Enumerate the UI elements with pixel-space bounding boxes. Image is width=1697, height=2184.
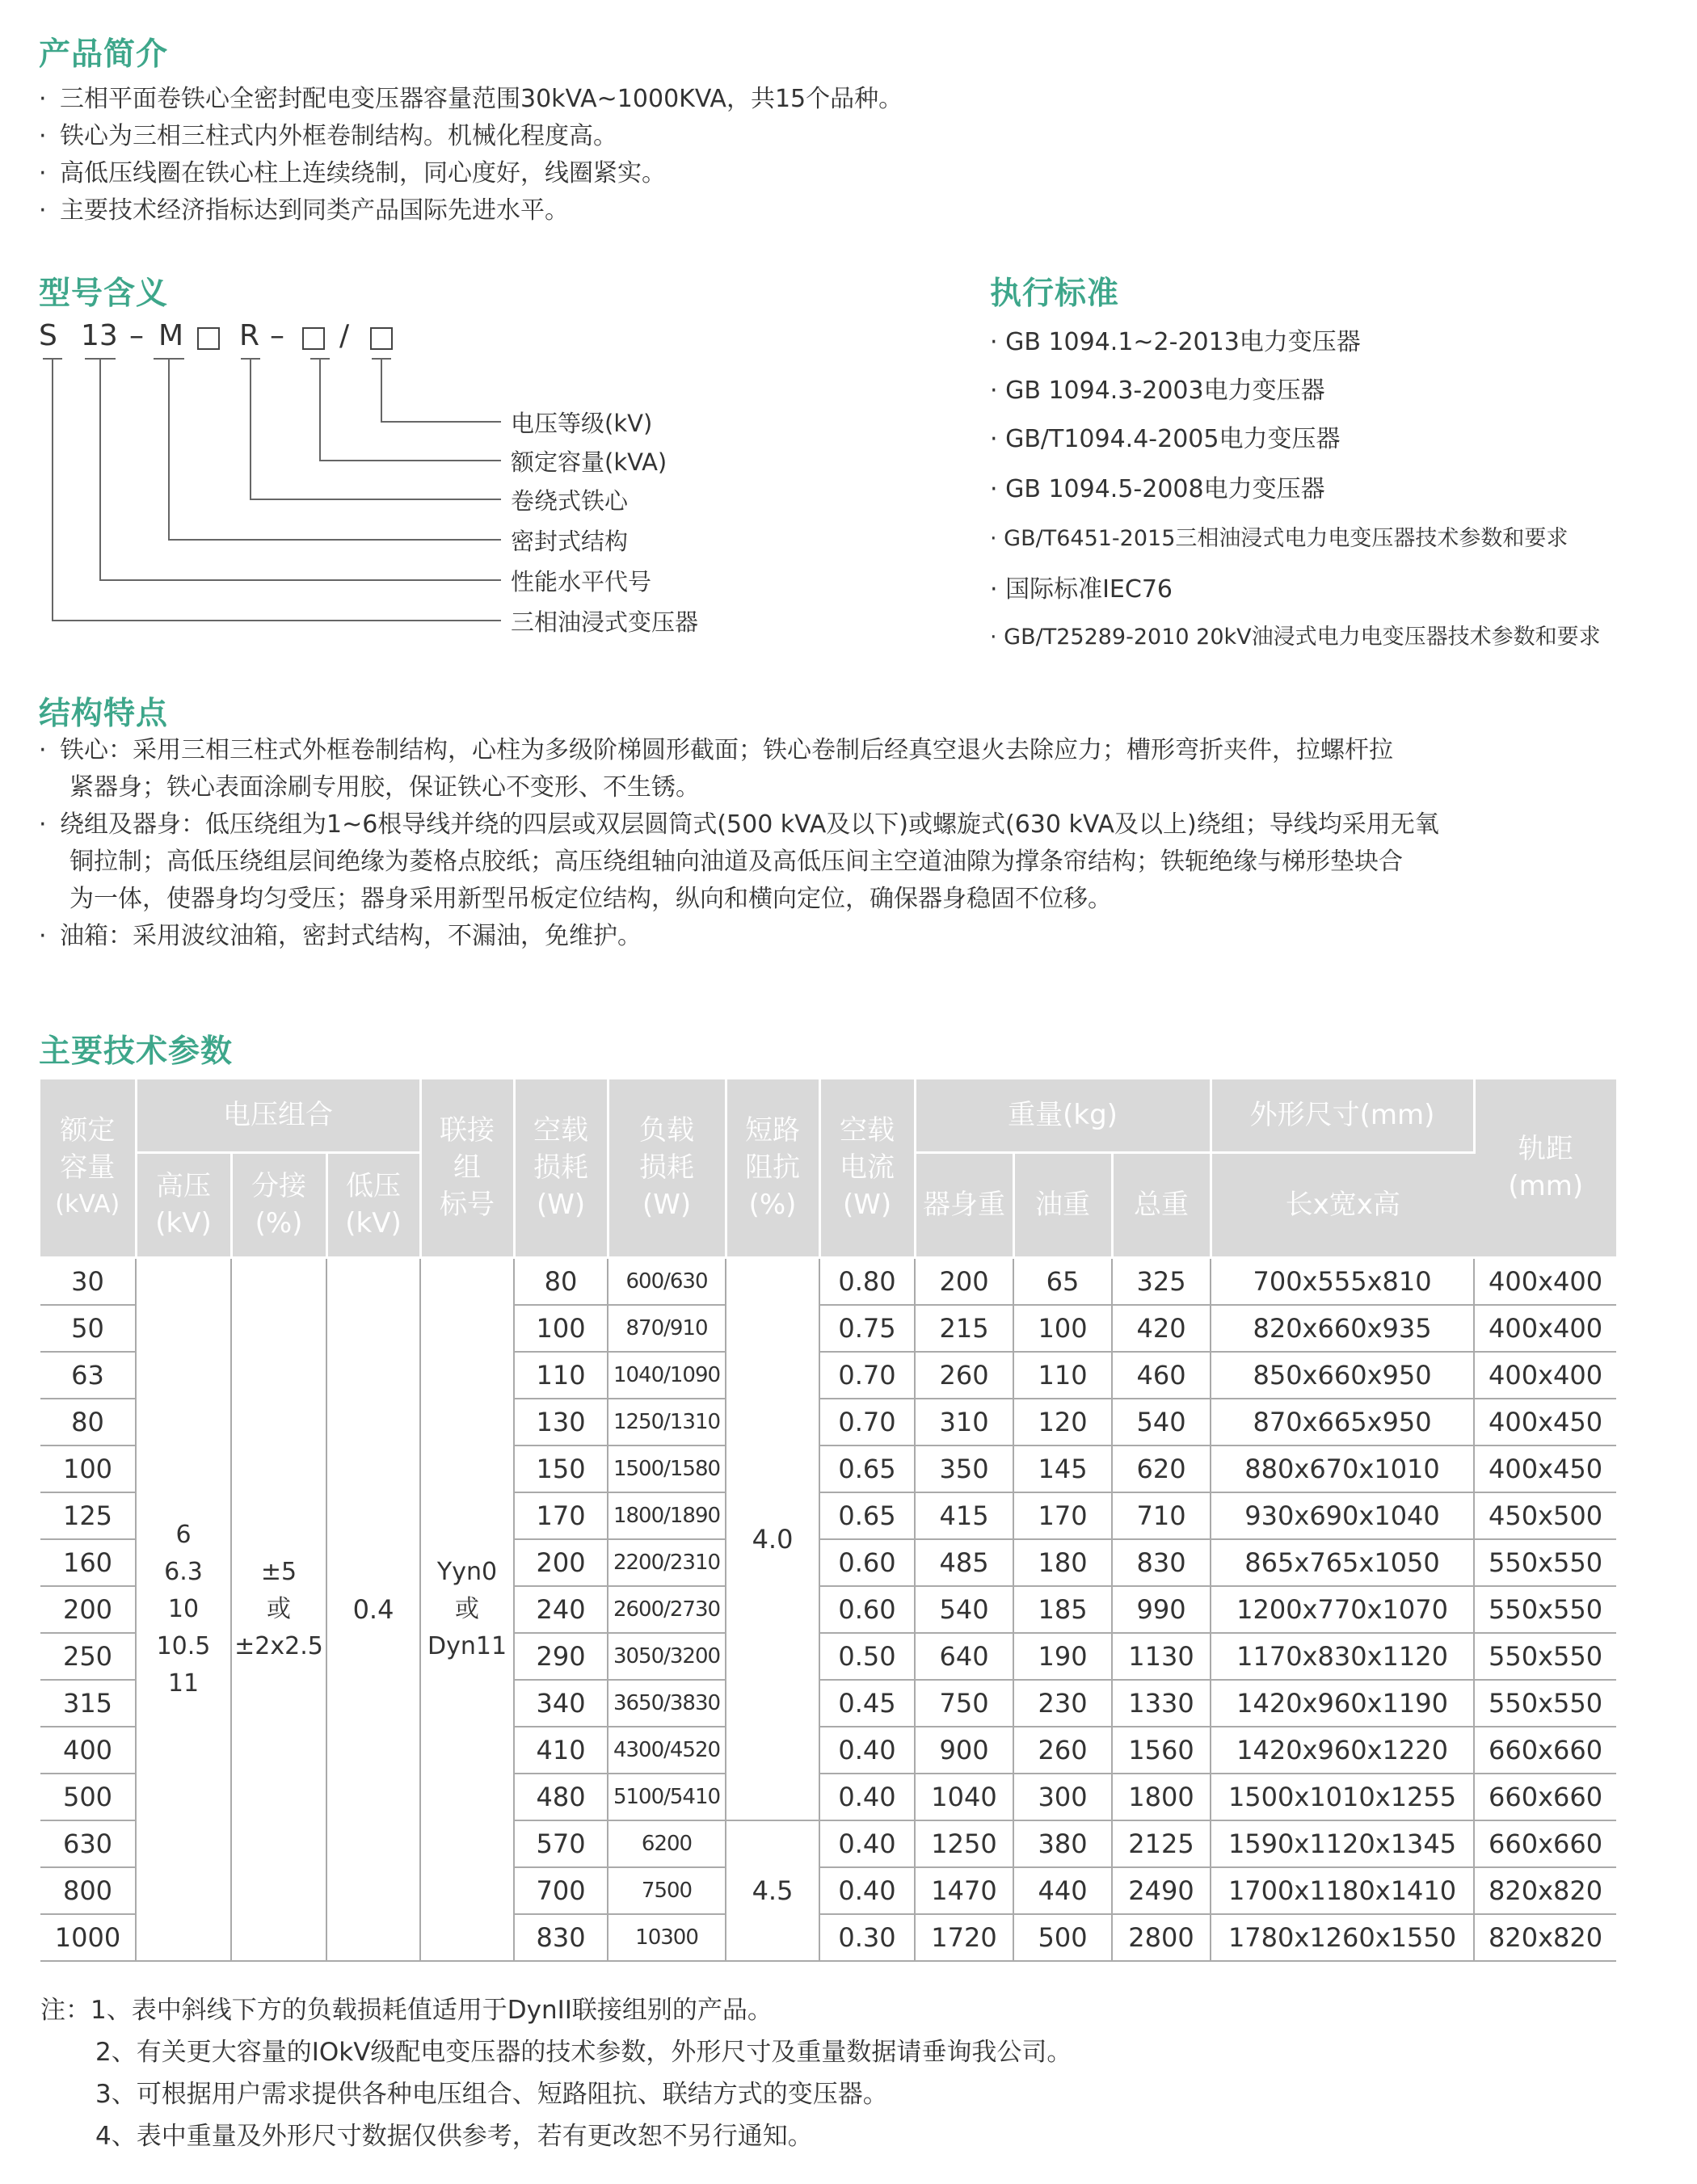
cell-no-load-current: 0.30 — [819, 1914, 915, 1961]
standard-item: · GB 1094.3-2003电力变压器 — [990, 377, 1325, 405]
model-code-dash: – — [129, 319, 144, 352]
cell-no-load-loss: 570 — [514, 1820, 608, 1867]
cell-dimensions: 1500x1010x1255 — [1211, 1774, 1474, 1820]
cell-dimensions: 700x555x810 — [1211, 1257, 1474, 1305]
cell-capacity: 630 — [40, 1820, 136, 1867]
standard-item: · GB 1094.5-2008电力变压器 — [990, 475, 1325, 503]
cell-gauge: 400x450 — [1474, 1399, 1616, 1445]
cell-impedance: 4.5 — [726, 1820, 819, 1961]
cell-capacity: 160 — [40, 1539, 136, 1586]
cell-oil-weight: 170 — [1013, 1492, 1112, 1539]
cell-gauge: 400x450 — [1474, 1445, 1616, 1492]
cell-capacity: 63 — [40, 1352, 136, 1399]
model-code-13: 13 — [81, 319, 118, 352]
cell-gauge: 660x660 — [1474, 1727, 1616, 1774]
model-code-s: S — [39, 319, 57, 352]
cell-oil-weight: 180 — [1013, 1539, 1112, 1586]
cell-no-load-loss: 340 — [514, 1680, 608, 1727]
notes-prefix: 注： — [40, 1996, 91, 2025]
cell-body-weight: 1720 — [915, 1914, 1013, 1961]
cell-capacity: 30 — [40, 1257, 136, 1305]
cell-capacity: 200 — [40, 1586, 136, 1633]
cell-no-load-loss: 130 — [514, 1399, 608, 1445]
cell-total-weight: 830 — [1112, 1539, 1211, 1586]
cell-load-loss: 1250/1310 — [608, 1399, 726, 1445]
cell-no-load-loss: 100 — [514, 1305, 608, 1352]
cell-capacity: 800 — [40, 1867, 136, 1914]
cell-no-load-current: 0.60 — [819, 1586, 915, 1633]
cell-load-loss: 2600/2730 — [608, 1586, 726, 1633]
cell-no-load-current: 0.80 — [819, 1257, 915, 1305]
cell-dimensions: 1780x1260x1550 — [1211, 1914, 1474, 1961]
th-weight: 重量(kg) — [915, 1079, 1211, 1152]
cell-oil-weight: 190 — [1013, 1633, 1112, 1680]
note-item: 3、可根据用户需求提供各种电压组合、短路阻抗、联结方式的变压器。 — [95, 2080, 888, 2109]
th-voltage-group: 电压组合 — [136, 1079, 420, 1152]
cell-no-load-current: 0.70 — [819, 1352, 915, 1399]
cell-gauge: 550x550 — [1474, 1586, 1616, 1633]
cell-dimensions: 870x665x950 — [1211, 1399, 1474, 1445]
cell-capacity: 100 — [40, 1445, 136, 1492]
th-hv: 高压 (kV) — [136, 1152, 231, 1257]
params-table-body — [40, 1257, 1616, 1961]
cell-no-load-current: 0.65 — [819, 1445, 915, 1492]
cell-gauge: 400x400 — [1474, 1352, 1616, 1399]
cell-oil-weight: 300 — [1013, 1774, 1112, 1820]
cell-dimensions: 880x670x1010 — [1211, 1445, 1474, 1492]
cell-no-load-current: 0.40 — [819, 1820, 915, 1867]
cell-capacity: 500 — [40, 1774, 136, 1820]
structure-paragraph-tank: · 油箱：采用波纹油箱，密封式结构，不漏油，免维护。 — [39, 922, 642, 950]
cell-load-loss: 870/910 — [608, 1305, 726, 1352]
cell-no-load-current: 0.65 — [819, 1492, 915, 1539]
th-dimensions: 外形尺寸(mm) — [1211, 1079, 1474, 1152]
cell-body-weight: 350 — [915, 1445, 1013, 1492]
cell-oil-weight: 500 — [1013, 1914, 1112, 1961]
th-no-load-current: 空载 电流 (W) — [819, 1079, 915, 1257]
cell-dimensions: 850x660x950 — [1211, 1352, 1474, 1399]
model-label-capacity: 额定容量(kVA) — [511, 448, 667, 476]
intro-title: 产品简介 — [39, 36, 169, 73]
note-item: 2、有关更大容量的IOkV级配电变压器的技术参数，外形尺寸及重量数据请垂询我公司。 — [95, 2038, 1072, 2067]
model-label-sealed: 密封式结构 — [511, 528, 629, 555]
intro-bullet: · 三相平面卷铁心全密封配电变压器容量范围30kVA~1000KVA，共15个品种。 — [39, 85, 903, 113]
model-code-dash-2: – — [270, 319, 284, 352]
cell-total-weight: 1800 — [1112, 1774, 1211, 1820]
structure-paragraph-core: · 铁心：采用三相三柱式外框卷制结构，心柱为多级阶梯圆形截面；铁心卷制后经真空退火去除应力；槽形弯折夹件，拉螺杆拉 紧器身；铁心表面涂刷专用胶，保证铁心不变形、不生锈。 — [39, 736, 1393, 802]
cell-lv: 0.4 — [326, 1257, 420, 1961]
cell-load-loss: 1500/1580 — [608, 1445, 726, 1492]
standard-item: · GB/T1094.4-2005电力变压器 — [990, 425, 1341, 453]
cell-total-weight: 460 — [1112, 1352, 1211, 1399]
cell-oil-weight: 380 — [1013, 1820, 1112, 1867]
cell-capacity: 1000 — [40, 1914, 136, 1961]
cell-oil-weight: 260 — [1013, 1727, 1112, 1774]
cell-no-load-loss: 80 — [514, 1257, 608, 1305]
cell-capacity: 50 — [40, 1305, 136, 1352]
model-connector-lines — [0, 0, 776, 646]
cell-body-weight: 310 — [915, 1399, 1013, 1445]
standard-item: · 国际标准IEC76 — [990, 575, 1173, 604]
th-connection: 联接 组 标号 — [420, 1079, 514, 1257]
cell-body-weight: 1040 — [915, 1774, 1013, 1820]
th-total-weight: 总重 — [1112, 1152, 1211, 1257]
cell-dimensions: 865x765x1050 — [1211, 1539, 1474, 1586]
intro-bullet: · 主要技术经济指标达到同类产品国际先进水平。 — [39, 196, 569, 225]
note-item: 1、表中斜线下方的负载损耗值适用于DynII联接组别的产品。 — [91, 1996, 773, 2025]
cell-body-weight: 750 — [915, 1680, 1013, 1727]
cell-no-load-current: 0.40 — [819, 1867, 915, 1914]
model-code-m: M — [158, 319, 184, 352]
cell-load-loss: 1800/1890 — [608, 1492, 726, 1539]
cell-oil-weight: 440 — [1013, 1867, 1112, 1914]
cell-no-load-current: 0.70 — [819, 1399, 915, 1445]
cell-total-weight: 1330 — [1112, 1680, 1211, 1727]
model-label-core: 卷绕式铁心 — [511, 487, 629, 515]
cell-no-load-current: 0.75 — [819, 1305, 915, 1352]
cell-total-weight: 2490 — [1112, 1867, 1211, 1914]
th-oil-weight: 油重 — [1013, 1152, 1112, 1257]
cell-connection: Yyn0 或 Dyn11 — [420, 1257, 514, 1961]
model-code-r: R — [239, 319, 260, 352]
structure-title: 结构特点 — [39, 696, 169, 732]
cell-load-loss: 10300 — [608, 1914, 726, 1961]
cell-body-weight: 485 — [915, 1539, 1013, 1586]
cell-gauge: 550x550 — [1474, 1633, 1616, 1680]
cell-no-load-loss: 700 — [514, 1867, 608, 1914]
cell-gauge: 400x400 — [1474, 1257, 1616, 1305]
th-tap: 分接 (%) — [231, 1152, 326, 1257]
cell-gauge: 820x820 — [1474, 1914, 1616, 1961]
cell-no-load-loss: 110 — [514, 1352, 608, 1399]
cell-total-weight: 1560 — [1112, 1727, 1211, 1774]
cell-gauge: 660x660 — [1474, 1820, 1616, 1867]
th-lwh: 长x宽x高 — [1211, 1152, 1474, 1257]
cell-dimensions: 820x660x935 — [1211, 1305, 1474, 1352]
cell-oil-weight: 230 — [1013, 1680, 1112, 1727]
cell-hv: 6 6.3 10 10.5 11 — [136, 1257, 231, 1961]
cell-impedance: 4.0 — [726, 1257, 819, 1820]
cell-body-weight: 260 — [915, 1352, 1013, 1399]
cell-capacity: 125 — [40, 1492, 136, 1539]
cell-body-weight: 215 — [915, 1305, 1013, 1352]
cell-no-load-loss: 480 — [514, 1774, 608, 1820]
cell-total-weight: 420 — [1112, 1305, 1211, 1352]
cell-body-weight: 900 — [915, 1727, 1013, 1774]
cell-dimensions: 1590x1120x1345 — [1211, 1820, 1474, 1867]
th-impedance: 短路 阻抗 (%) — [726, 1079, 819, 1257]
cell-no-load-loss: 290 — [514, 1633, 608, 1680]
standard-item: · GB/T6451-2015三相油浸式电力电变压器技术参数和要求 — [990, 526, 1569, 551]
cell-no-load-loss: 830 — [514, 1914, 608, 1961]
params-table — [40, 1079, 1616, 1962]
cell-oil-weight: 185 — [1013, 1586, 1112, 1633]
cell-body-weight: 200 — [915, 1257, 1013, 1305]
standard-item: · GB 1094.1~2-2013电力变压器 — [990, 328, 1361, 356]
cell-load-loss: 6200 — [608, 1820, 726, 1867]
cell-oil-weight: 65 — [1013, 1257, 1112, 1305]
cell-total-weight: 620 — [1112, 1445, 1211, 1492]
cell-load-loss: 7500 — [608, 1867, 726, 1914]
model-code-slash: / — [339, 319, 350, 352]
cell-body-weight: 1250 — [915, 1820, 1013, 1867]
cell-body-weight: 415 — [915, 1492, 1013, 1539]
cell-body-weight: 540 — [915, 1586, 1013, 1633]
cell-dimensions: 1700x1180x1410 — [1211, 1867, 1474, 1914]
cell-tap: ±5 或 ±2x2.5 — [231, 1257, 326, 1961]
th-no-load-loss: 空载 损耗 (W) — [514, 1079, 608, 1257]
th-capacity: 额定 容量 (kVA) — [40, 1079, 136, 1257]
cell-oil-weight: 120 — [1013, 1399, 1112, 1445]
cell-capacity: 80 — [40, 1399, 136, 1445]
cell-no-load-current: 0.60 — [819, 1539, 915, 1586]
model-label-type: 三相油浸式变压器 — [511, 608, 699, 636]
cell-gauge: 550x550 — [1474, 1539, 1616, 1586]
cell-no-load-current: 0.40 — [819, 1774, 915, 1820]
cell-load-loss: 5100/5410 — [608, 1774, 726, 1820]
cell-dimensions: 1420x960x1190 — [1211, 1680, 1474, 1727]
cell-no-load-loss: 150 — [514, 1445, 608, 1492]
table-row — [40, 1257, 1616, 1305]
cell-oil-weight: 110 — [1013, 1352, 1112, 1399]
th-lv: 低压 (kV) — [326, 1152, 420, 1257]
th-gauge: 轨距 (mm) — [1474, 1079, 1616, 1257]
model-label-voltage: 电压等级(kV) — [511, 410, 653, 437]
cell-total-weight: 710 — [1112, 1492, 1211, 1539]
model-label-level: 性能水平代号 — [511, 568, 652, 595]
cell-no-load-current: 0.50 — [819, 1633, 915, 1680]
th-body-weight: 器身重 — [915, 1152, 1013, 1257]
th-load-loss: 负载 损耗 (W) — [608, 1079, 726, 1257]
cell-load-loss: 3650/3830 — [608, 1680, 726, 1727]
cell-oil-weight: 145 — [1013, 1445, 1112, 1492]
cell-dimensions: 1170x830x1120 — [1211, 1633, 1474, 1680]
intro-bullet: · 铁心为三相三柱式内外框卷制结构。机械化程度高。 — [39, 122, 617, 150]
cell-no-load-loss: 240 — [514, 1586, 608, 1633]
cell-gauge: 400x400 — [1474, 1305, 1616, 1352]
cell-no-load-loss: 170 — [514, 1492, 608, 1539]
cell-dimensions: 1200x770x1070 — [1211, 1586, 1474, 1633]
cell-load-loss: 1040/1090 — [608, 1352, 726, 1399]
cell-total-weight: 1130 — [1112, 1633, 1211, 1680]
model-title: 型号含义 — [39, 276, 169, 312]
cell-gauge: 660x660 — [1474, 1774, 1616, 1820]
cell-total-weight: 2125 — [1112, 1820, 1211, 1867]
cell-gauge: 450x500 — [1474, 1492, 1616, 1539]
standards-title: 执行标准 — [990, 276, 1120, 312]
cell-load-loss: 600/630 — [608, 1257, 726, 1305]
cell-gauge: 820x820 — [1474, 1867, 1616, 1914]
structure-paragraph-winding: · 绕组及器身：低压绕组为1~6根导线并绕的四层或双层圆筒式(500 kVA及以下)或螺旋式(630 kVA及以上)绕组；导线均采用无氧 铜拉制；高低压绕组层间绝缘为菱格点胶纸；高压绕组轴向油道及高低压间主空道油隙为撑条帘结构；铁轭绝缘与梯形垫块合 为一体，使器身均匀受压；器身采用新型吊板定位结构，纵向和横向定位，确保器身稳固不位移。 — [39, 810, 1439, 913]
cell-no-load-current: 0.40 — [819, 1727, 915, 1774]
cell-no-load-loss: 410 — [514, 1727, 608, 1774]
cell-body-weight: 640 — [915, 1633, 1013, 1680]
notes — [40, 1989, 1072, 2157]
cell-total-weight: 325 — [1112, 1257, 1211, 1305]
cell-load-loss: 3050/3200 — [608, 1633, 726, 1680]
intro-bullet: · 高低压线圈在铁心柱上连续绕制，同心度好，线圈紧实。 — [39, 159, 666, 187]
standard-item: · GB/T25289-2010 20kV油浸式电力电变压器技术参数和要求 — [990, 625, 1601, 650]
cell-total-weight: 2800 — [1112, 1914, 1211, 1961]
cell-no-load-current: 0.45 — [819, 1680, 915, 1727]
cell-capacity: 250 — [40, 1633, 136, 1680]
cell-body-weight: 1470 — [915, 1867, 1013, 1914]
cell-dimensions: 1420x960x1220 — [1211, 1727, 1474, 1774]
cell-load-loss: 4300/4520 — [608, 1727, 726, 1774]
params-title: 主要技术参数 — [39, 1033, 234, 1070]
cell-capacity: 400 — [40, 1727, 136, 1774]
cell-no-load-loss: 200 — [514, 1539, 608, 1586]
cell-gauge: 550x550 — [1474, 1680, 1616, 1727]
cell-total-weight: 990 — [1112, 1586, 1211, 1633]
cell-load-loss: 2200/2310 — [608, 1539, 726, 1586]
note-item: 4、表中重量及外形尺寸数据仅供参考，若有更改恕不另行通知。 — [95, 2122, 813, 2151]
cell-total-weight: 540 — [1112, 1399, 1211, 1445]
cell-oil-weight: 100 — [1013, 1305, 1112, 1352]
cell-dimensions: 930x690x1040 — [1211, 1492, 1474, 1539]
cell-capacity: 315 — [40, 1680, 136, 1727]
